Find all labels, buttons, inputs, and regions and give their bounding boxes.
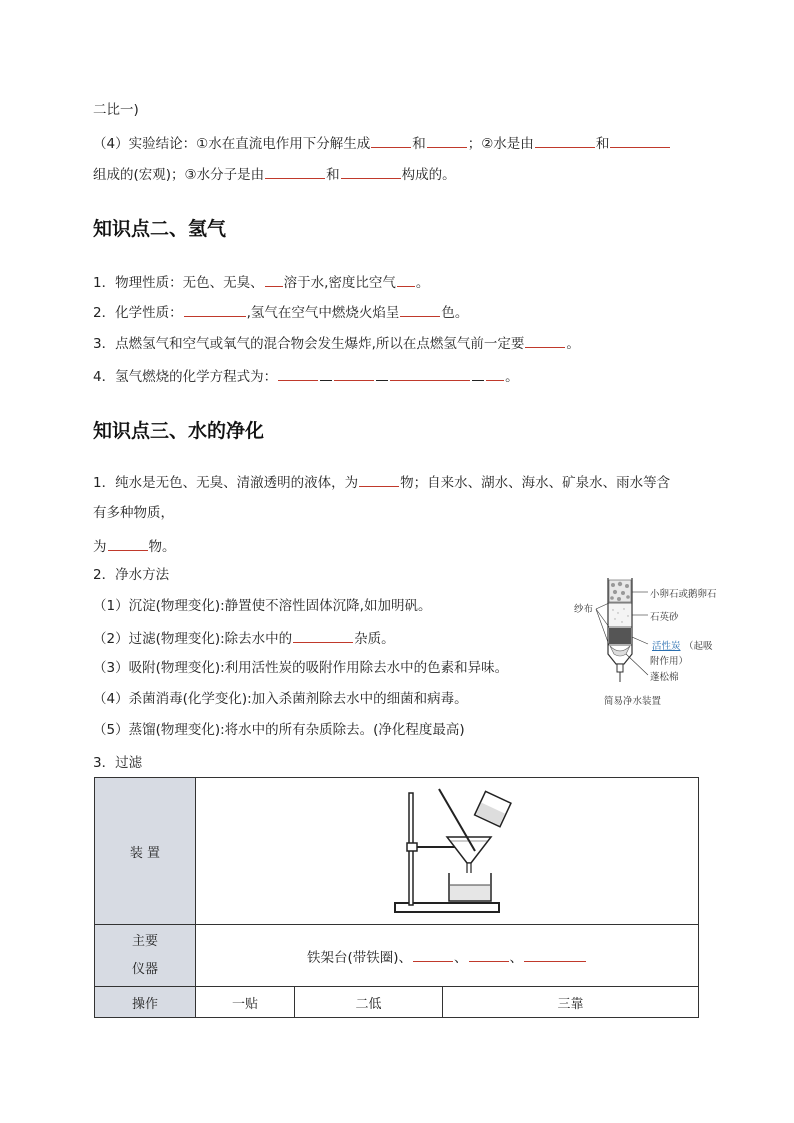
method-filtration: （2）过滤(物理变化):除去水中的 杂质。 xyxy=(93,628,395,648)
filtration-title: 3．过滤 xyxy=(93,755,143,771)
label-gauze: 纱布 xyxy=(574,604,594,615)
operation-label-cell xyxy=(95,987,196,1018)
purification-methods-title: 2．净水方法 xyxy=(93,567,170,583)
section-title-hydrogen: 知识点二、氢气 xyxy=(93,218,227,240)
equation-underline xyxy=(320,366,332,381)
answer-blank[interactable] xyxy=(400,302,440,317)
hydrogen-item-2: 2．化学性质： ,氢气在空气中燃烧火焰呈 色。 xyxy=(93,302,468,322)
answer-blank[interactable] xyxy=(413,947,453,962)
filtration-apparatus-image xyxy=(367,779,527,919)
op-three-lean: 三靠 xyxy=(557,996,584,1012)
purification-item-1-end: 为 物。 xyxy=(93,536,176,556)
answer-blank[interactable] xyxy=(371,133,411,148)
answer-blank[interactable] xyxy=(535,133,595,148)
hydrogen-item-3: 3．点燃氢气和空气或氧气的混合物会发生爆炸,所以在点燃氢气前一定要 。 xyxy=(93,333,580,353)
answer-blank[interactable] xyxy=(293,628,353,643)
label-activated-carbon: 活性炭 xyxy=(652,641,681,652)
label-cotton: 蓬松棉 xyxy=(650,672,679,683)
figure-caption: 简易净水装置 xyxy=(604,696,662,707)
instrument-text: 铁架台(带铁圈)、 xyxy=(306,949,413,966)
answer-blank[interactable] xyxy=(359,472,399,487)
device-label-cell xyxy=(95,778,196,925)
answer-blank[interactable] xyxy=(469,947,509,962)
answer-blank[interactable] xyxy=(397,272,415,287)
op-two-low: 二低 xyxy=(355,996,382,1012)
operation-label: 操作 xyxy=(131,996,158,1012)
instrument-content-cell xyxy=(196,925,699,987)
op-one-stick-cell xyxy=(196,987,295,1018)
hydrogen-item-4: 4．氢气燃烧的化学方程式为： 。 xyxy=(93,366,519,386)
device-image-cell xyxy=(196,778,699,925)
method-disinfection: （4）杀菌消毒(化学变化):加入杀菌剂除去水中的细菌和病毒。 xyxy=(93,691,468,707)
method-adsorption: （3）吸附(物理变化):利用活性炭的吸附作用除去水中的色素和异味。 xyxy=(93,660,509,676)
label-carbon-note-2: 附作用） xyxy=(650,656,689,667)
method-distillation: （5）蒸馏(物理变化):将水中的所有杂质除去。(净化程度最高) xyxy=(93,722,465,738)
separator: 、 xyxy=(454,949,468,966)
conclusion-line-2: 组成的(宏观)；③水分子是由 和 构成的。 xyxy=(93,164,456,184)
instrument-label-line-2: 仪器 xyxy=(131,961,158,977)
answer-blank[interactable] xyxy=(278,366,318,381)
answer-blank[interactable] xyxy=(610,133,670,148)
answer-blank[interactable] xyxy=(184,302,246,317)
answer-blank[interactable] xyxy=(341,164,401,179)
op-two-low-cell xyxy=(295,987,443,1018)
conclusion-line-1: （4）实验结论：①水在直流电作用下分解生成 和 ；②水是由 和 xyxy=(93,133,671,153)
op-one-stick: 一贴 xyxy=(231,996,258,1012)
label-carbon-note-1: （起吸 xyxy=(684,641,713,652)
answer-blank[interactable] xyxy=(525,333,565,348)
answer-blank[interactable] xyxy=(334,366,374,381)
answer-blank[interactable] xyxy=(265,272,283,287)
answer-blank[interactable] xyxy=(524,947,586,962)
answer-blank[interactable] xyxy=(390,366,470,381)
hydrogen-item-1: 1．物理性质：无色、无臭、 溶于水,密度比空气 。 xyxy=(93,272,429,292)
answer-blank[interactable] xyxy=(108,536,148,551)
answer-blank[interactable] xyxy=(486,366,504,381)
label-pebbles: 小卵石或鹅卵石 xyxy=(650,589,717,600)
device-label: 装 置 xyxy=(129,845,161,861)
op-three-lean-cell xyxy=(443,987,699,1018)
section-title-water-purification: 知识点三、水的净化 xyxy=(93,420,265,442)
purification-item-1: 1．纯水是无色、无臭、清澈透明的液体，为 物；自来水、湖水、海水、矿泉水、雨水等含 xyxy=(93,472,670,492)
method-sedimentation: （1）沉淀(物理变化):静置使不溶性固体沉降,如加明矾。 xyxy=(93,598,432,614)
purification-item-1-cont: 有多种物质， xyxy=(93,505,174,521)
equation-underline xyxy=(376,366,388,381)
instrument-label-line-1: 主要 xyxy=(131,933,158,949)
answer-blank[interactable] xyxy=(427,133,467,148)
filtration-table xyxy=(94,777,699,1018)
equation-underline xyxy=(472,366,484,381)
separator: 、 xyxy=(509,949,524,966)
answer-blank[interactable] xyxy=(265,164,325,179)
water-purifier-figure xyxy=(566,572,746,712)
continuation-text: 二比一) xyxy=(93,102,139,118)
label-quartz-sand: 石英砂 xyxy=(650,612,679,623)
instrument-label-cell xyxy=(95,925,196,987)
